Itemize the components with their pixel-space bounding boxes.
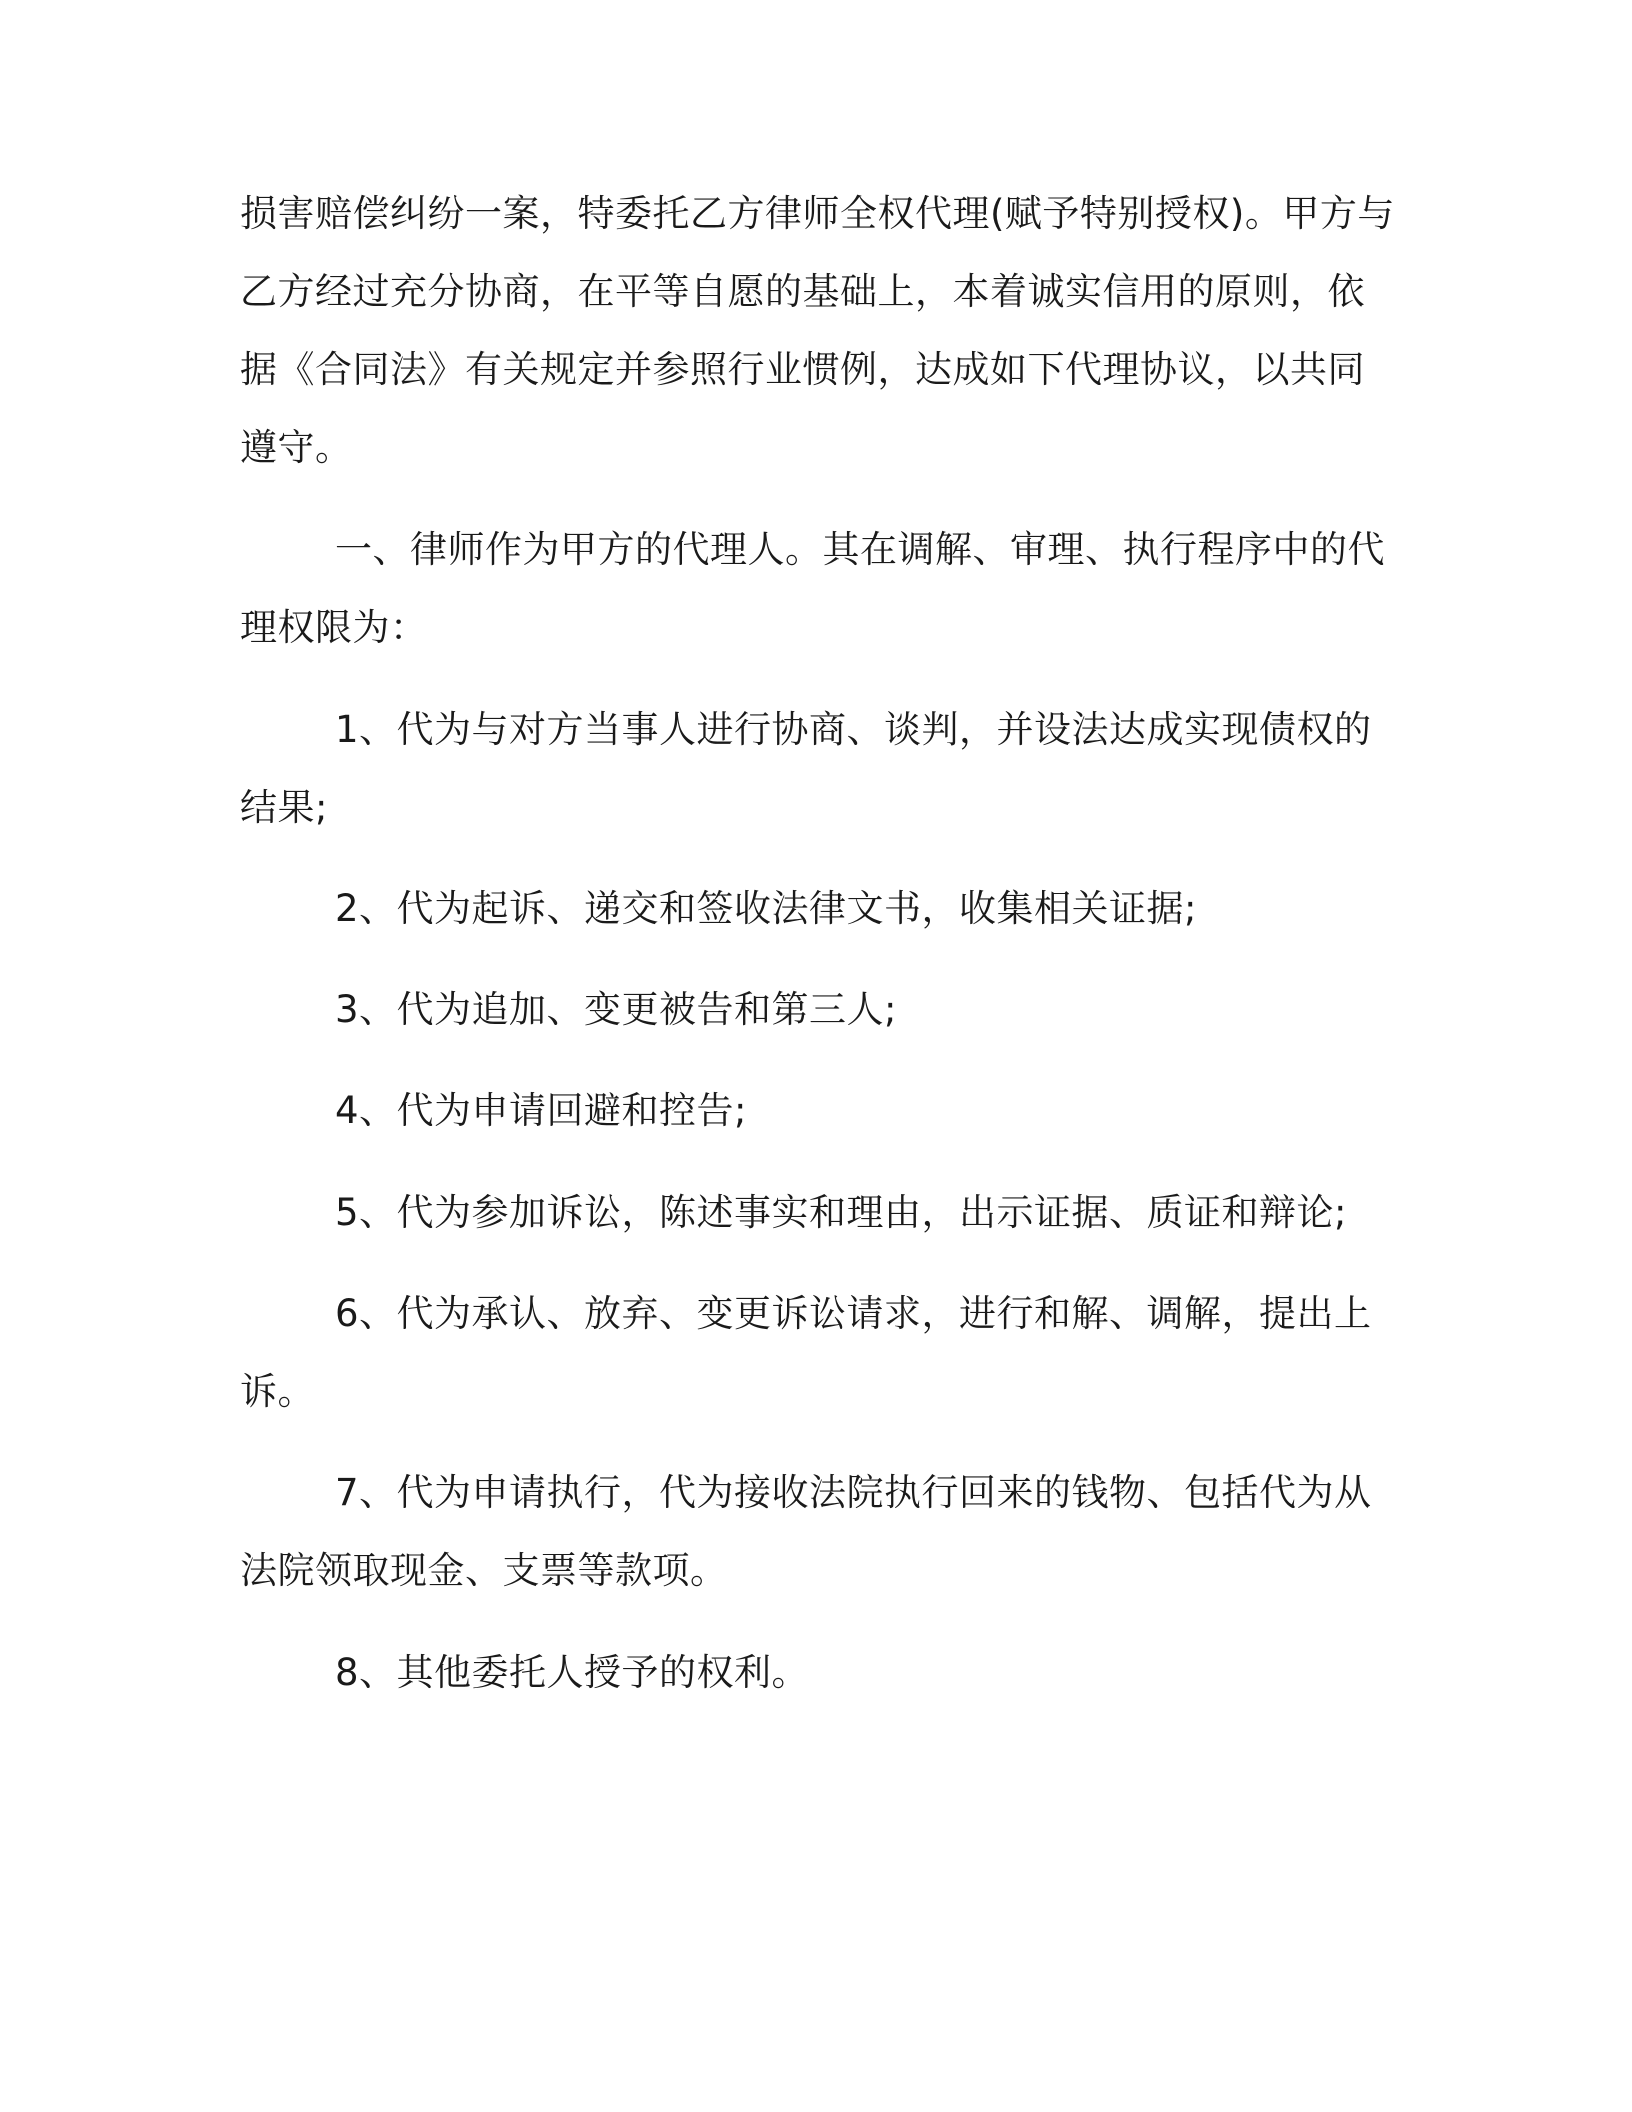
intro-line-2: 乙方经过充分协商，在平等自愿的基础上，本着诚实信用的原则，依 [240,270,1365,313]
item-1-line-2: 结果; [240,786,328,829]
item-7-line-1: 7、代为申请执行，代为接收法院执行回来的钱物、包括代为从 [335,1471,1372,1514]
section-one-line-1: 一、律师作为甲方的代理人。其在调解、审理、执行程序中的代 [335,528,1385,571]
item-6-line-1: 6、代为承认、放弃、变更诉讼请求，进行和解、调解，提出上 [335,1292,1372,1335]
intro-line-1: 损害赔偿纠纷一案，特委托乙方律师全权代理(赋予特别授权)。甲方与 [240,192,1395,235]
item-4: 4、代为申请回避和控告; [335,1089,748,1132]
item-8: 8、其他委托人授予的权利。 [335,1651,810,1694]
item-3: 3、代为追加、变更被告和第三人; [335,988,898,1031]
intro-line-3: 据《合同法》有关规定并参照行业惯例，达成如下代理协议，以共同 [240,348,1365,391]
item-2: 2、代为起诉、递交和签收法律文书，收集相关证据; [335,887,1198,930]
item-6-line-2: 诉。 [240,1370,315,1413]
intro-line-4: 遵守。 [240,426,353,469]
item-7-line-2: 法院领取现金、支票等款项。 [240,1549,728,1592]
section-one-line-2: 理权限为： [240,606,428,649]
document-body [240,0,1395,2112]
item-1-line-1: 1、代为与对方当事人进行协商、谈判，并设法达成实现债权的 [335,708,1372,751]
item-5: 5、代为参加诉讼，陈述事实和理由，出示证据、质证和辩论; [335,1191,1348,1234]
